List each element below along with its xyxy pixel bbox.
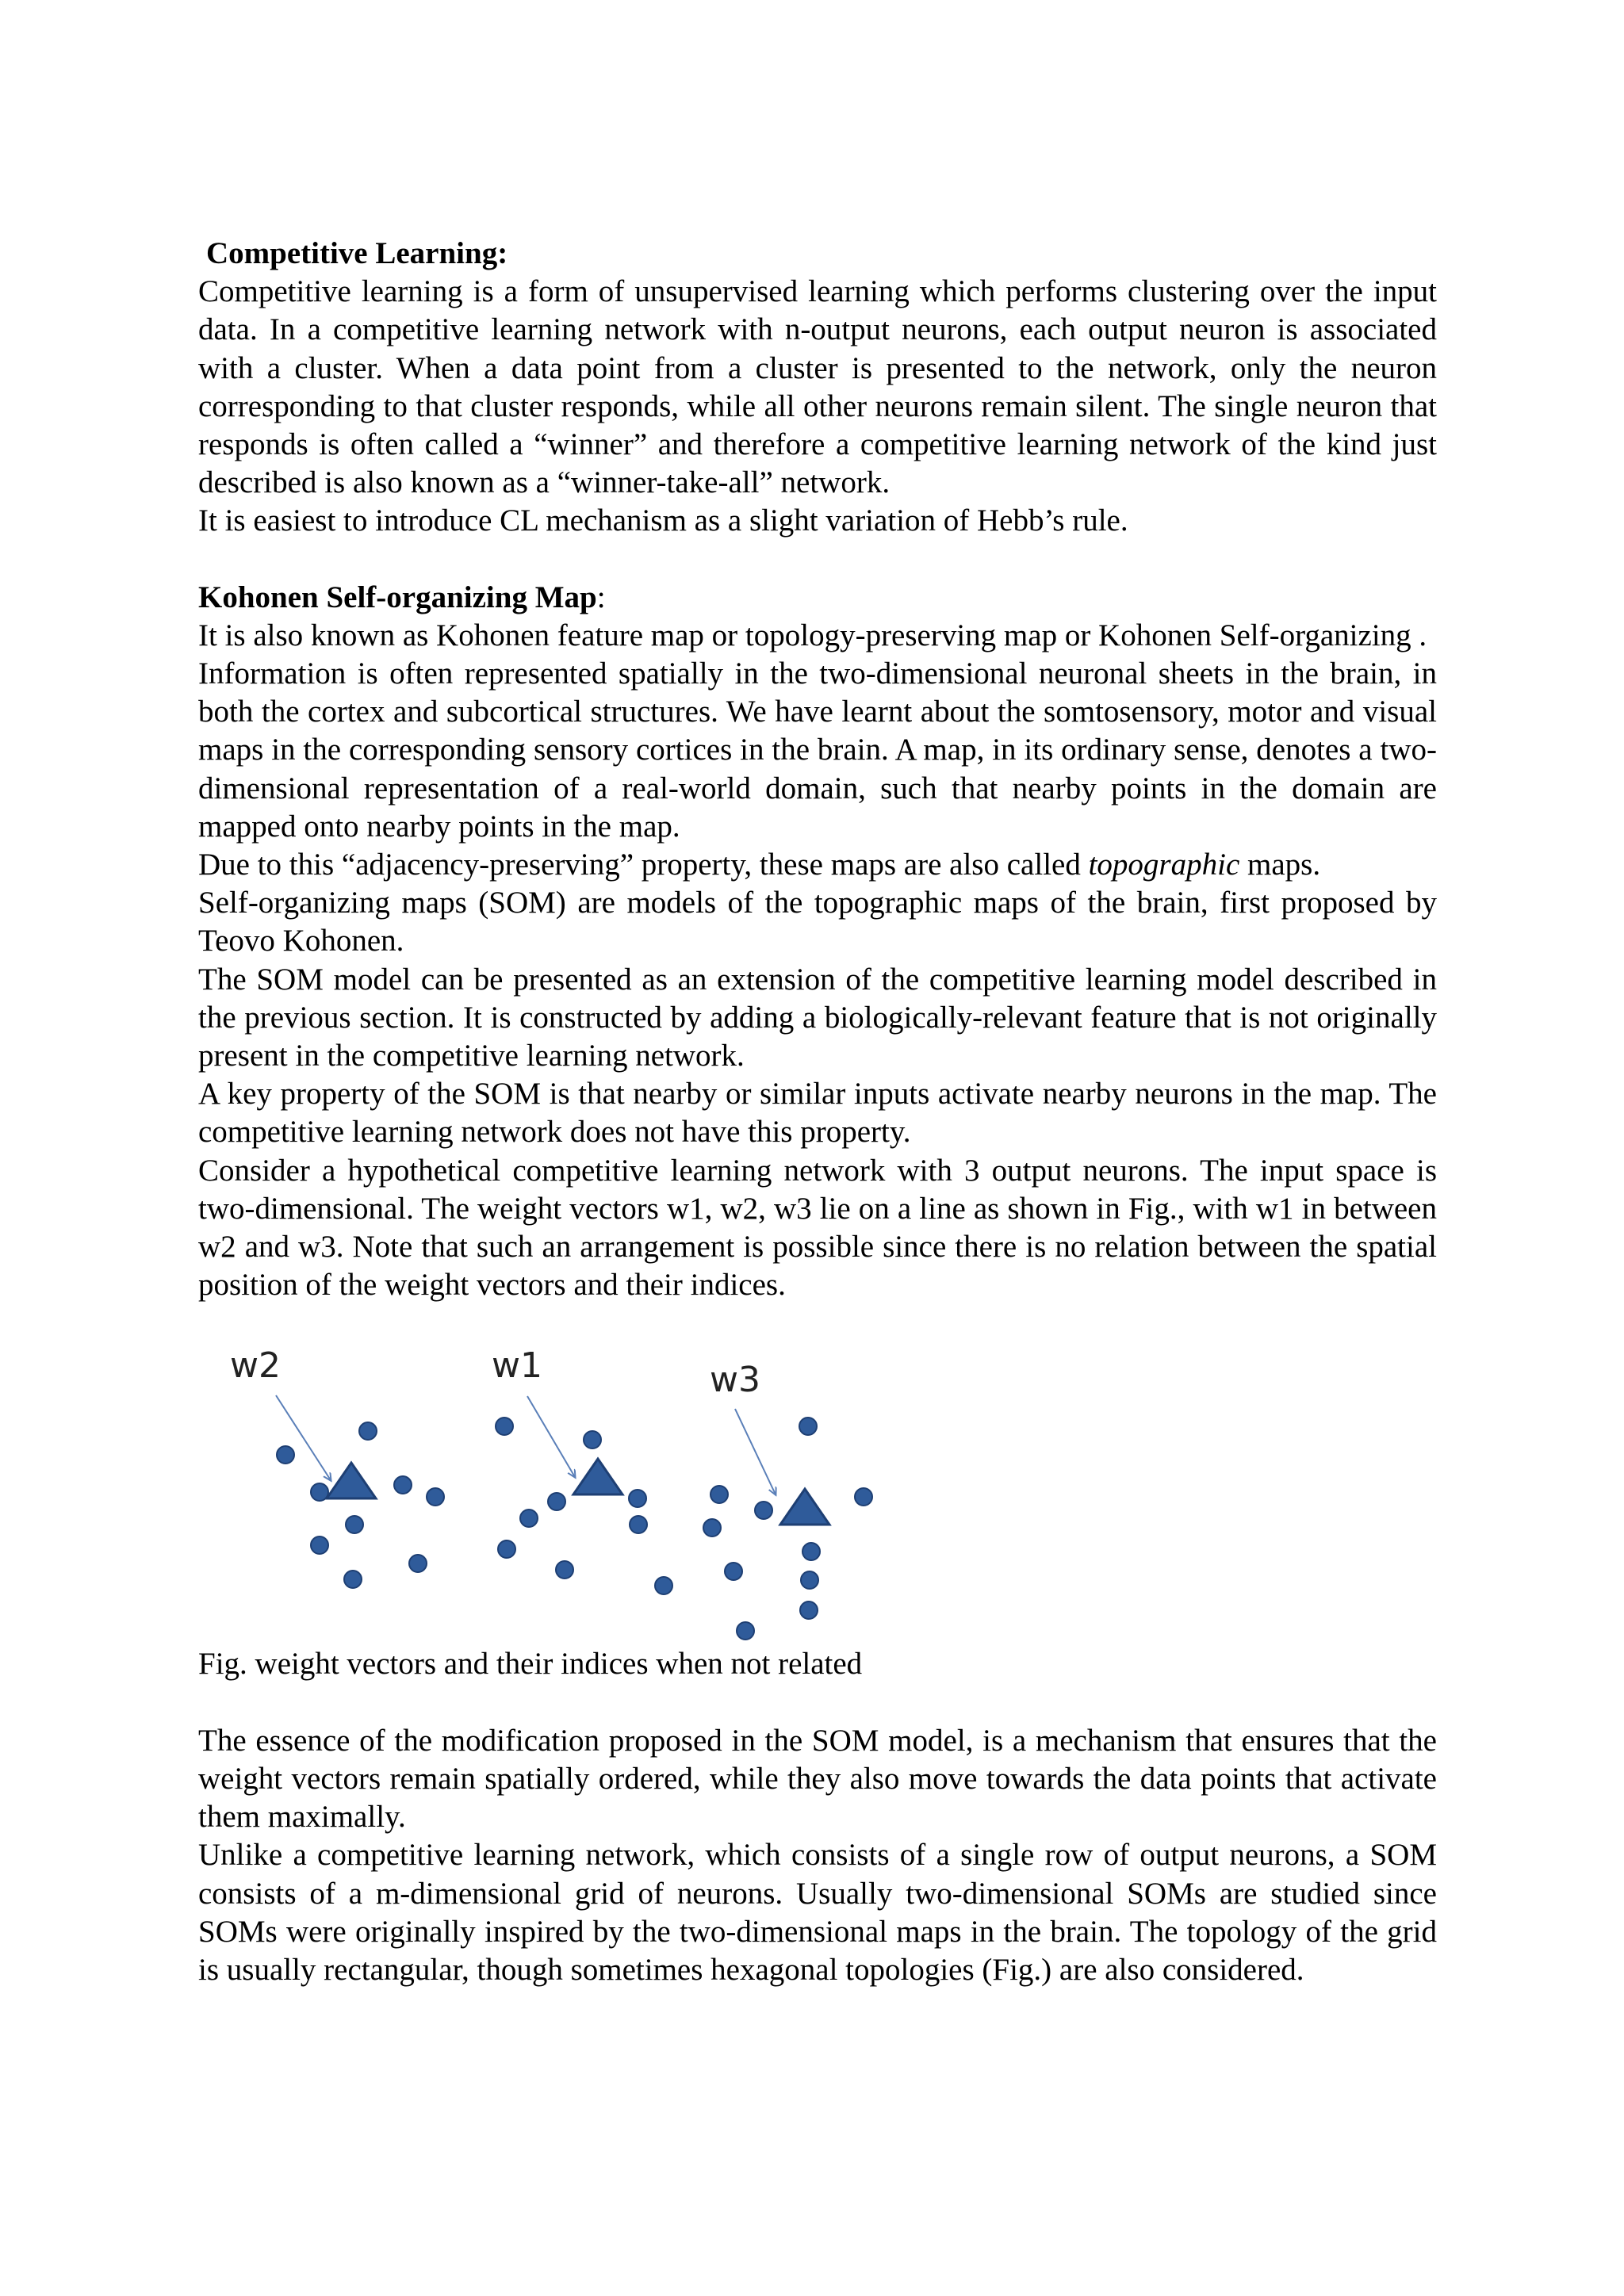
input-data-point bbox=[277, 1446, 294, 1464]
input-data-point bbox=[630, 1516, 647, 1533]
weight-label-w3: w3 bbox=[710, 1360, 760, 1401]
arrow-w2 bbox=[276, 1395, 331, 1480]
paragraph: Consider a hypothetical competitive learning network with 3 output neurons. The input space is two-dimensional. The weight vectors w1, w2, w3 lie on a line as shown in Fig., with w1 in between w2 and w3. Note that such an arrangement is possible since there is no relation between the spatial position of the weight vectors and their indices. bbox=[198, 1153, 1437, 1303]
arrow-w1 bbox=[527, 1396, 575, 1477]
section-heading-competitive-learning: Competitive Learning: bbox=[206, 236, 508, 270]
input-data-point bbox=[855, 1488, 872, 1506]
input-data-point bbox=[359, 1422, 377, 1440]
input-data-point bbox=[800, 1601, 818, 1619]
heading-colon: : bbox=[596, 580, 606, 614]
input-data-point bbox=[344, 1571, 362, 1588]
paragraph: Self-organizing maps (SOM) are models of the topographic maps of the brain, first proposed by Teovo Kohonen. bbox=[198, 886, 1437, 959]
input-data-point bbox=[725, 1563, 742, 1580]
weight-label-w1: w1 bbox=[492, 1345, 542, 1387]
paragraph: Due to this “adjacency-preserving” property, these maps are also called topographic maps. bbox=[198, 848, 1321, 882]
paragraph: Competitive learning is a form of unsupervised learning which performs clustering over the input data. In a competitive learning network with n-output neurons, each output neuron is associated with a cluster. When a data point from a cluster is presented to the network, only the neuron corresponding to that cluster responds, while all other neurons remain silent. The single neuron that responds is often called a “winner” and therefore a competitive learning network of the kind just described is also known as a “winner-take-all” network. bbox=[198, 274, 1437, 500]
input-data-point bbox=[755, 1502, 772, 1519]
heading-text: Kohonen Self-organizing Map bbox=[198, 580, 597, 614]
input-data-point bbox=[655, 1577, 672, 1594]
weight-vector-w1-triangle bbox=[573, 1459, 622, 1494]
input-data-point bbox=[710, 1486, 728, 1503]
weight-vector-w3-triangle bbox=[780, 1489, 829, 1525]
paragraph: It is also known as Kohonen feature map or topology-preserving map or Kohonen Self-organizing . bbox=[198, 618, 1427, 652]
input-data-point bbox=[584, 1431, 601, 1448]
figure-caption: Fig. weight vectors and their indices when not related bbox=[198, 1647, 863, 1682]
paragraph: The essence of the modification proposed in the SOM model, is a mechanism that ensures that the weight vectors remain spatially ordered, while they also move towards the data points that activate them maximally. bbox=[198, 1723, 1437, 1835]
input-data-point bbox=[802, 1543, 820, 1560]
weight-vector-w2-triangle bbox=[327, 1463, 376, 1498]
input-data-point bbox=[801, 1571, 818, 1589]
input-data-point bbox=[556, 1561, 573, 1578]
section-heading-kohonen-som bbox=[198, 579, 1437, 617]
italic-term: topographic bbox=[1088, 848, 1240, 882]
paragraph: A key property of the SOM is that nearby or similar inputs activate nearby neurons in the map. The competitive learning network does not have this property. bbox=[198, 1077, 1437, 1150]
input-data-point bbox=[409, 1555, 427, 1572]
input-data-point bbox=[346, 1516, 363, 1533]
input-data-point bbox=[394, 1476, 412, 1494]
weight-label-w2: w2 bbox=[230, 1345, 281, 1387]
input-data-point bbox=[548, 1493, 565, 1510]
input-data-point bbox=[427, 1488, 444, 1506]
input-data-point bbox=[311, 1536, 328, 1554]
paragraph: The SOM model can be presented as an extension of the competitive learning model described in the previous section. It is constructed by adding a biologically-relevant feature that is not originally present in the competitive learning network. bbox=[198, 962, 1437, 1073]
paragraph: Unlike a competitive learning network, which consists of a single row of output neurons, a SOM consists of a m-dimensional grid of neurons. Usually two-dimensional SOMs are studied since SOMs were originally inspired by the two-dimensional maps in the brain. The topology of the grid is usually rectangular, though sometimes hexagonal topologies (Fig.) are also considered. bbox=[198, 1838, 1437, 1987]
input-data-point bbox=[703, 1519, 721, 1536]
weight-vectors-diagram bbox=[198, 1304, 1437, 1645]
input-data-point bbox=[737, 1622, 754, 1640]
arrow-w3 bbox=[735, 1409, 776, 1494]
input-data-point bbox=[496, 1418, 513, 1435]
input-data-point bbox=[520, 1510, 538, 1527]
paragraph: Information is often represented spatially in the two-dimensional neuronal sheets in the brain, in both the cortex and subcortical structures. We have learnt about the somtosensory, motor and visual maps in the corresponding sensory cortices in the brain. A map, in its ordinary sense, denotes a two-dimensional representation of a real-world domain, such that nearby points in the domain are mapped onto nearby points in the map. bbox=[198, 656, 1437, 844]
document-page bbox=[198, 235, 1437, 1989]
input-data-point bbox=[498, 1540, 515, 1558]
paragraph: It is easiest to introduce CL mechanism as a slight variation of Hebb’s rule. bbox=[198, 503, 1128, 538]
input-data-point bbox=[629, 1490, 646, 1507]
weight-vectors-figure bbox=[198, 1304, 1437, 1645]
input-data-point bbox=[799, 1418, 817, 1435]
